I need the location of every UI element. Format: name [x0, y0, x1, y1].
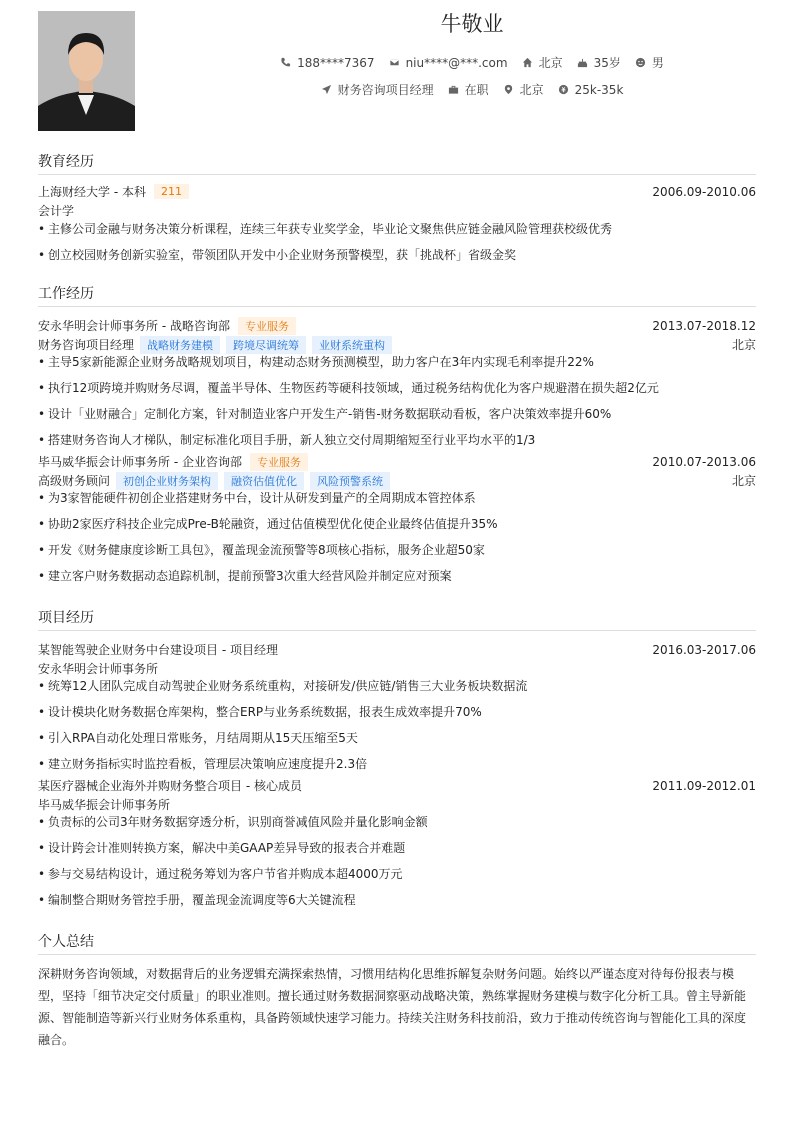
project-date: 2016.03-2017.06	[652, 642, 756, 657]
send-icon	[321, 84, 332, 95]
salary-text: 25k-35k	[574, 82, 624, 97]
project-header	[38, 776, 756, 795]
job-intent	[160, 81, 784, 98]
target-job-info	[321, 81, 434, 98]
candidate-name: 牛敬业	[440, 12, 504, 36]
school-tag: 211	[154, 184, 189, 199]
summary-title: 个人总结	[38, 931, 756, 955]
work-section	[38, 283, 756, 594]
list-item: • 设计模块化财务数据仓库架构，整合ERP与业务系统数据，报表生成效率提升70%	[38, 705, 482, 719]
location-pin-icon	[503, 84, 514, 95]
list-item: • 编制整合期财务管控手册，覆盖现金流调度等6大关键流程	[38, 893, 356, 907]
job-header	[38, 452, 756, 471]
list-item: • 统筹12人团队完成自动驾驶企业财务系统重构，对接研发/供应链/销售三大业务板块数据流	[38, 679, 528, 693]
city-info	[522, 54, 563, 71]
gender-text: 男	[651, 56, 664, 70]
list-item: • 建立客户财务数据动态追踪机制，提前预警3次重大经营风险并制定应对预案	[38, 569, 452, 583]
skill-tag: 风险预警系统	[310, 472, 390, 490]
home-icon	[522, 57, 533, 68]
status-info	[448, 81, 489, 98]
education-major: 会计学	[38, 204, 75, 218]
phone-text: 188****7367	[297, 55, 375, 70]
job-role: 高级财务顾问	[38, 474, 111, 488]
face-icon	[635, 57, 646, 68]
project-name: 某智能驾驶企业财务中台建设项目 - 项目经理	[38, 643, 278, 657]
gender-info	[635, 54, 664, 71]
list-item: • 为3家智能硬件初创企业搭建财务中台，设计从研发到量产的全周期成本管控体系	[38, 491, 476, 505]
list-item: • 主导5家新能源企业财务战略规划项目，构建动态财务预测模型，助力客户在3年内实现毛利率提升22%	[38, 355, 594, 369]
project-entry	[38, 640, 756, 776]
contact-info	[160, 54, 784, 71]
school-name: 上海财经大学 - 本科	[38, 185, 146, 199]
list-item: • 负责标的公司3年财务数据穿透分析，识别商誉减值风险并量化影响金额	[38, 815, 428, 829]
age-text: 35岁	[593, 56, 621, 70]
summary-section	[38, 931, 756, 1051]
job-date: 2010.07-2013.06	[652, 454, 756, 469]
city-text: 北京	[538, 56, 563, 70]
industry-tag: 专业服务	[250, 453, 308, 471]
email-text: niu****@***.com	[405, 55, 508, 70]
project-org: 安永华明会计师事务所	[38, 662, 159, 676]
list-item: • 开发《财务健康度诊断工具包》，覆盖现金流预警等8项核心指标，服务企业超50家	[38, 543, 485, 557]
list-item: • 参与交易结构设计，通过税务筹划为客户节省并购成本超4000万元	[38, 867, 403, 881]
company-name: 毕马威华振会计师事务所 - 企业咨询部	[38, 455, 242, 469]
work-title: 工作经历	[38, 283, 756, 307]
education-header	[38, 182, 756, 201]
list-item: • 协助2家医疗科技企业完成Pre-B轮融资，通过估值模型优化使企业最终估值提升35%	[38, 517, 498, 531]
list-item: • 建立财务指标实时监控看板，管理层决策响应速度提升2.3倍	[38, 757, 368, 771]
phone-info	[280, 56, 374, 70]
education-date: 2006.09-2010.06	[652, 184, 756, 199]
project-date: 2011.09-2012.01	[652, 778, 756, 793]
briefcase-icon	[448, 84, 459, 95]
skill-tag: 业财系统重构	[312, 336, 392, 354]
skill-tag: 战略财务建模	[140, 336, 220, 354]
education-section	[38, 151, 756, 273]
salary-info	[558, 83, 624, 97]
project-header	[38, 640, 756, 659]
project-section	[38, 607, 756, 918]
email-info	[389, 56, 508, 70]
avatar	[38, 11, 135, 131]
age-info	[577, 54, 621, 71]
summary-text: 深耕财务咨询领域，对数据背后的业务逻辑充满探索热情，习惯用结构化思维拆解复杂财务问题。始终以严谨态度对待每份报表与模型，坚持「细节决定交付质量」的职业准则。擅长通过财务数据洞察驱动战略决策，熟练掌握财务建模与数字化分析工具。曾主导新能源、智能制造等新兴行业财务体系重构，具备跨领域快速学习能力。持续关注财务科技前沿，致力于推动传统咨询与智能化工具的深度融合。	[38, 967, 747, 1047]
company-name: 安永华明会计师事务所 - 战略咨询部	[38, 319, 230, 333]
skill-tag: 初创企业财务架构	[116, 472, 218, 490]
project-name: 某医疗器械企业海外并购财务整合项目 - 核心成员	[38, 779, 302, 793]
coin-icon	[558, 84, 569, 95]
project-title: 项目经历	[38, 607, 756, 631]
industry-tag: 专业服务	[238, 317, 296, 335]
list-item: • 执行12项跨境并购财务尽调，覆盖半导体、生物医药等硬科技领域，通过税务结构优化为客户规避潜在损失超2亿元	[38, 381, 659, 395]
list-item: • 主修公司金融与财务决策分析课程，连续三年获专业奖学金，毕业论文聚焦供应链金融风险管理获校级优秀	[38, 222, 613, 236]
target-job-text: 财务咨询项目经理	[337, 83, 434, 97]
list-item: • 引入RPA自动化处理日常账务，月结周期从15天压缩至5天	[38, 731, 358, 745]
skill-tag: 融资估值优化	[224, 472, 304, 490]
phone-icon	[280, 57, 291, 68]
status-text: 在职	[464, 83, 489, 97]
job-header	[38, 316, 756, 335]
list-item: • 设计跨会计准则转换方案，解决中美GAAP差异导致的报表合并难题	[38, 841, 406, 855]
job-role-row	[38, 335, 756, 354]
education-title: 教育经历	[38, 151, 756, 175]
job-city: 北京	[731, 474, 756, 488]
job-entry	[38, 452, 756, 594]
job-date: 2013.07-2018.12	[652, 318, 756, 333]
job-role-row	[38, 471, 756, 490]
list-item: • 创立校园财务创新实验室，带领团队开发中小企业财务预警模型，获「挑战杯」省级金奖	[38, 248, 517, 262]
target-city-info	[503, 81, 544, 98]
job-city: 北京	[731, 338, 756, 352]
mail-icon	[389, 57, 400, 68]
list-item: • 设计「业财融合」定制化方案，针对制造业客户开发生产-销售-财务数据联动看板，客户决策效率提升60%	[38, 407, 612, 421]
skill-tag: 跨境尽调统筹	[226, 336, 306, 354]
list-item: • 搭建财务咨询人才梯队，制定标准化项目手册，新人独立交付周期缩短至行业平均水平的1/3	[38, 433, 536, 447]
cake-icon	[577, 57, 588, 68]
target-city-text: 北京	[519, 83, 544, 97]
project-org: 毕马威华振会计师事务所	[38, 798, 171, 812]
job-entry	[38, 316, 756, 452]
job-role: 财务咨询项目经理	[38, 338, 135, 352]
project-entry	[38, 776, 756, 918]
